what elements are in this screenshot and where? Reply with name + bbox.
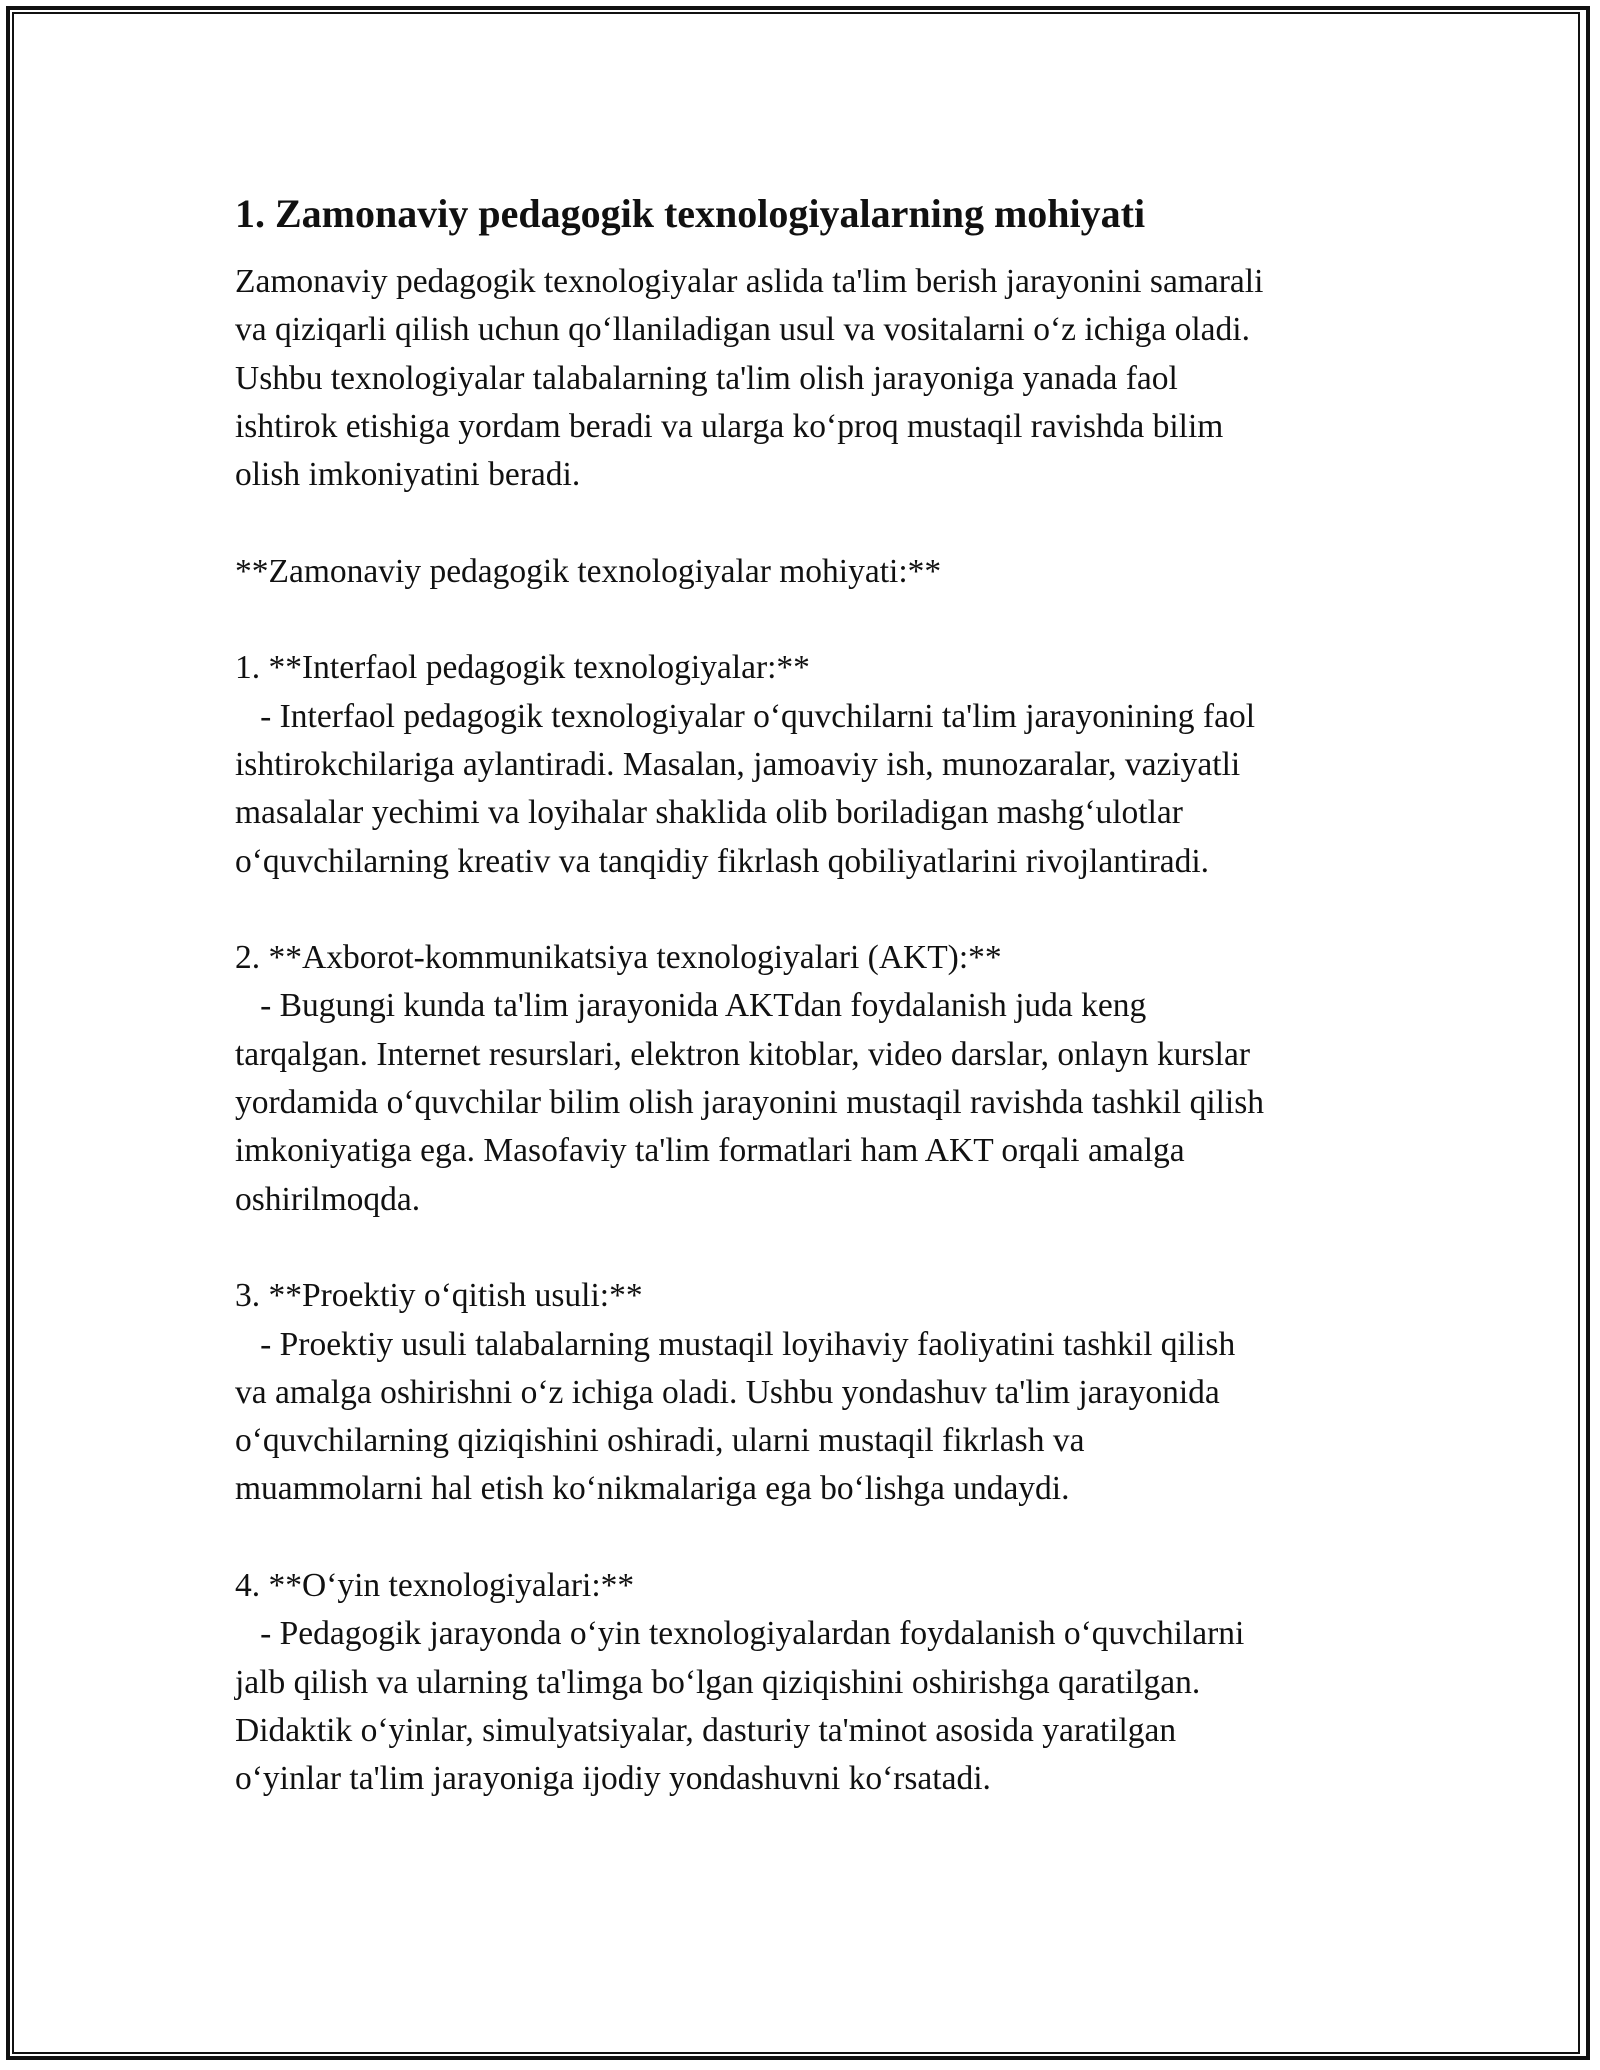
spacer (235, 1514, 1415, 1562)
item-3-body: - Proektiy usuli talabalarning mustaqil loyihaviy faoliyatini tashkil qilish va amalga oshirishni o‘z ichiga oladi. Ushbu yondashuv ta'lim jarayonida o‘quvchilarning qiziqishini oshiradi, ularni mustaqil fikrlash va muammolarni hal etish ko‘nikmalariga ega bo‘lishga undaydi. (235, 1325, 1236, 1508)
spacer (235, 596, 1415, 644)
document-page (235, 186, 1415, 1804)
item-1-title: 1. **Interfaol pedagogik texnologiyalar:** (235, 649, 810, 687)
item-2-title: 2. **Axborot-kommunikatsiya texnologiyalari (AKT):** (235, 939, 1002, 977)
spacer (235, 886, 1415, 934)
section-heading: 1. Zamonaviy pedagogik texnologiyalarning mohiyati (235, 191, 1146, 236)
item-4-title: 4. **O‘yin texnologiyalari:** (235, 1567, 635, 1605)
item-3-title: 3. **Proektiy o‘qitish usuli:** (235, 1277, 643, 1315)
spacer (235, 499, 1415, 547)
item-1-body: - Interfaol pedagogik texnologiyalar o‘quvchilarni ta'lim jarayonining faol ishtirokchilariga aylantiradi. Masalan, jamoaviy ish, munozaralar, vaziyatli masalalar yechimi va loyihalar shaklida olib boriladigan mashg‘ulotlar o‘quvchilarning kreativ va tanqidiy fikrlash qobiliyatlarini rivojlantiradi. (235, 697, 1256, 880)
subheading-paragraph: **Zamonaviy pedagogik texnologiyalar mohiyati:** (235, 552, 942, 590)
spacer (235, 1224, 1415, 1272)
item-2-body: - Bugungi kunda ta'lim jarayonida AKTdan foydalanish juda keng tarqalgan. Internet resurslari, elektron kitoblar, video darslar, onlayn kurslar yordamida o‘quvchilar bilim olish jarayonini mustaqil ravishda tashkil qilish imkoniyatiga ega. Masofaviy ta'lim formatlari ham AKT orqali amalga oshirilmoqda. (235, 987, 1265, 1218)
intro-paragraph: Zamonaviy pedagogik texnologiyalar aslida ta'lim berish jarayonini samarali va qiziqarli qilish uchun qo‘llaniladigan usul va vositalarni o‘z ichiga oladi. Ushbu texnologiyalar talabalarning ta'lim olish jarayoniga yanada faol ishtirok etishiga yordam beradi va ularga ko‘proq mustaqil ravishda bilim olish imkoniyatini beradi. (235, 263, 1264, 494)
item-4-body: - Pedagogik jarayonda o‘yin texnologiyalardan foydalanish o‘quvchilarni jalb qilish va ularning ta'limga bo‘lgan qiziqishini oshirishga qaratilgan. Didaktik o‘yinlar, simulyatsiyalar, dasturiy ta'minot asosida yaratilgan o‘yinlar ta'lim jarayoniga ijodiy yondashuvni ko‘rsatadi. (235, 1615, 1245, 1798)
